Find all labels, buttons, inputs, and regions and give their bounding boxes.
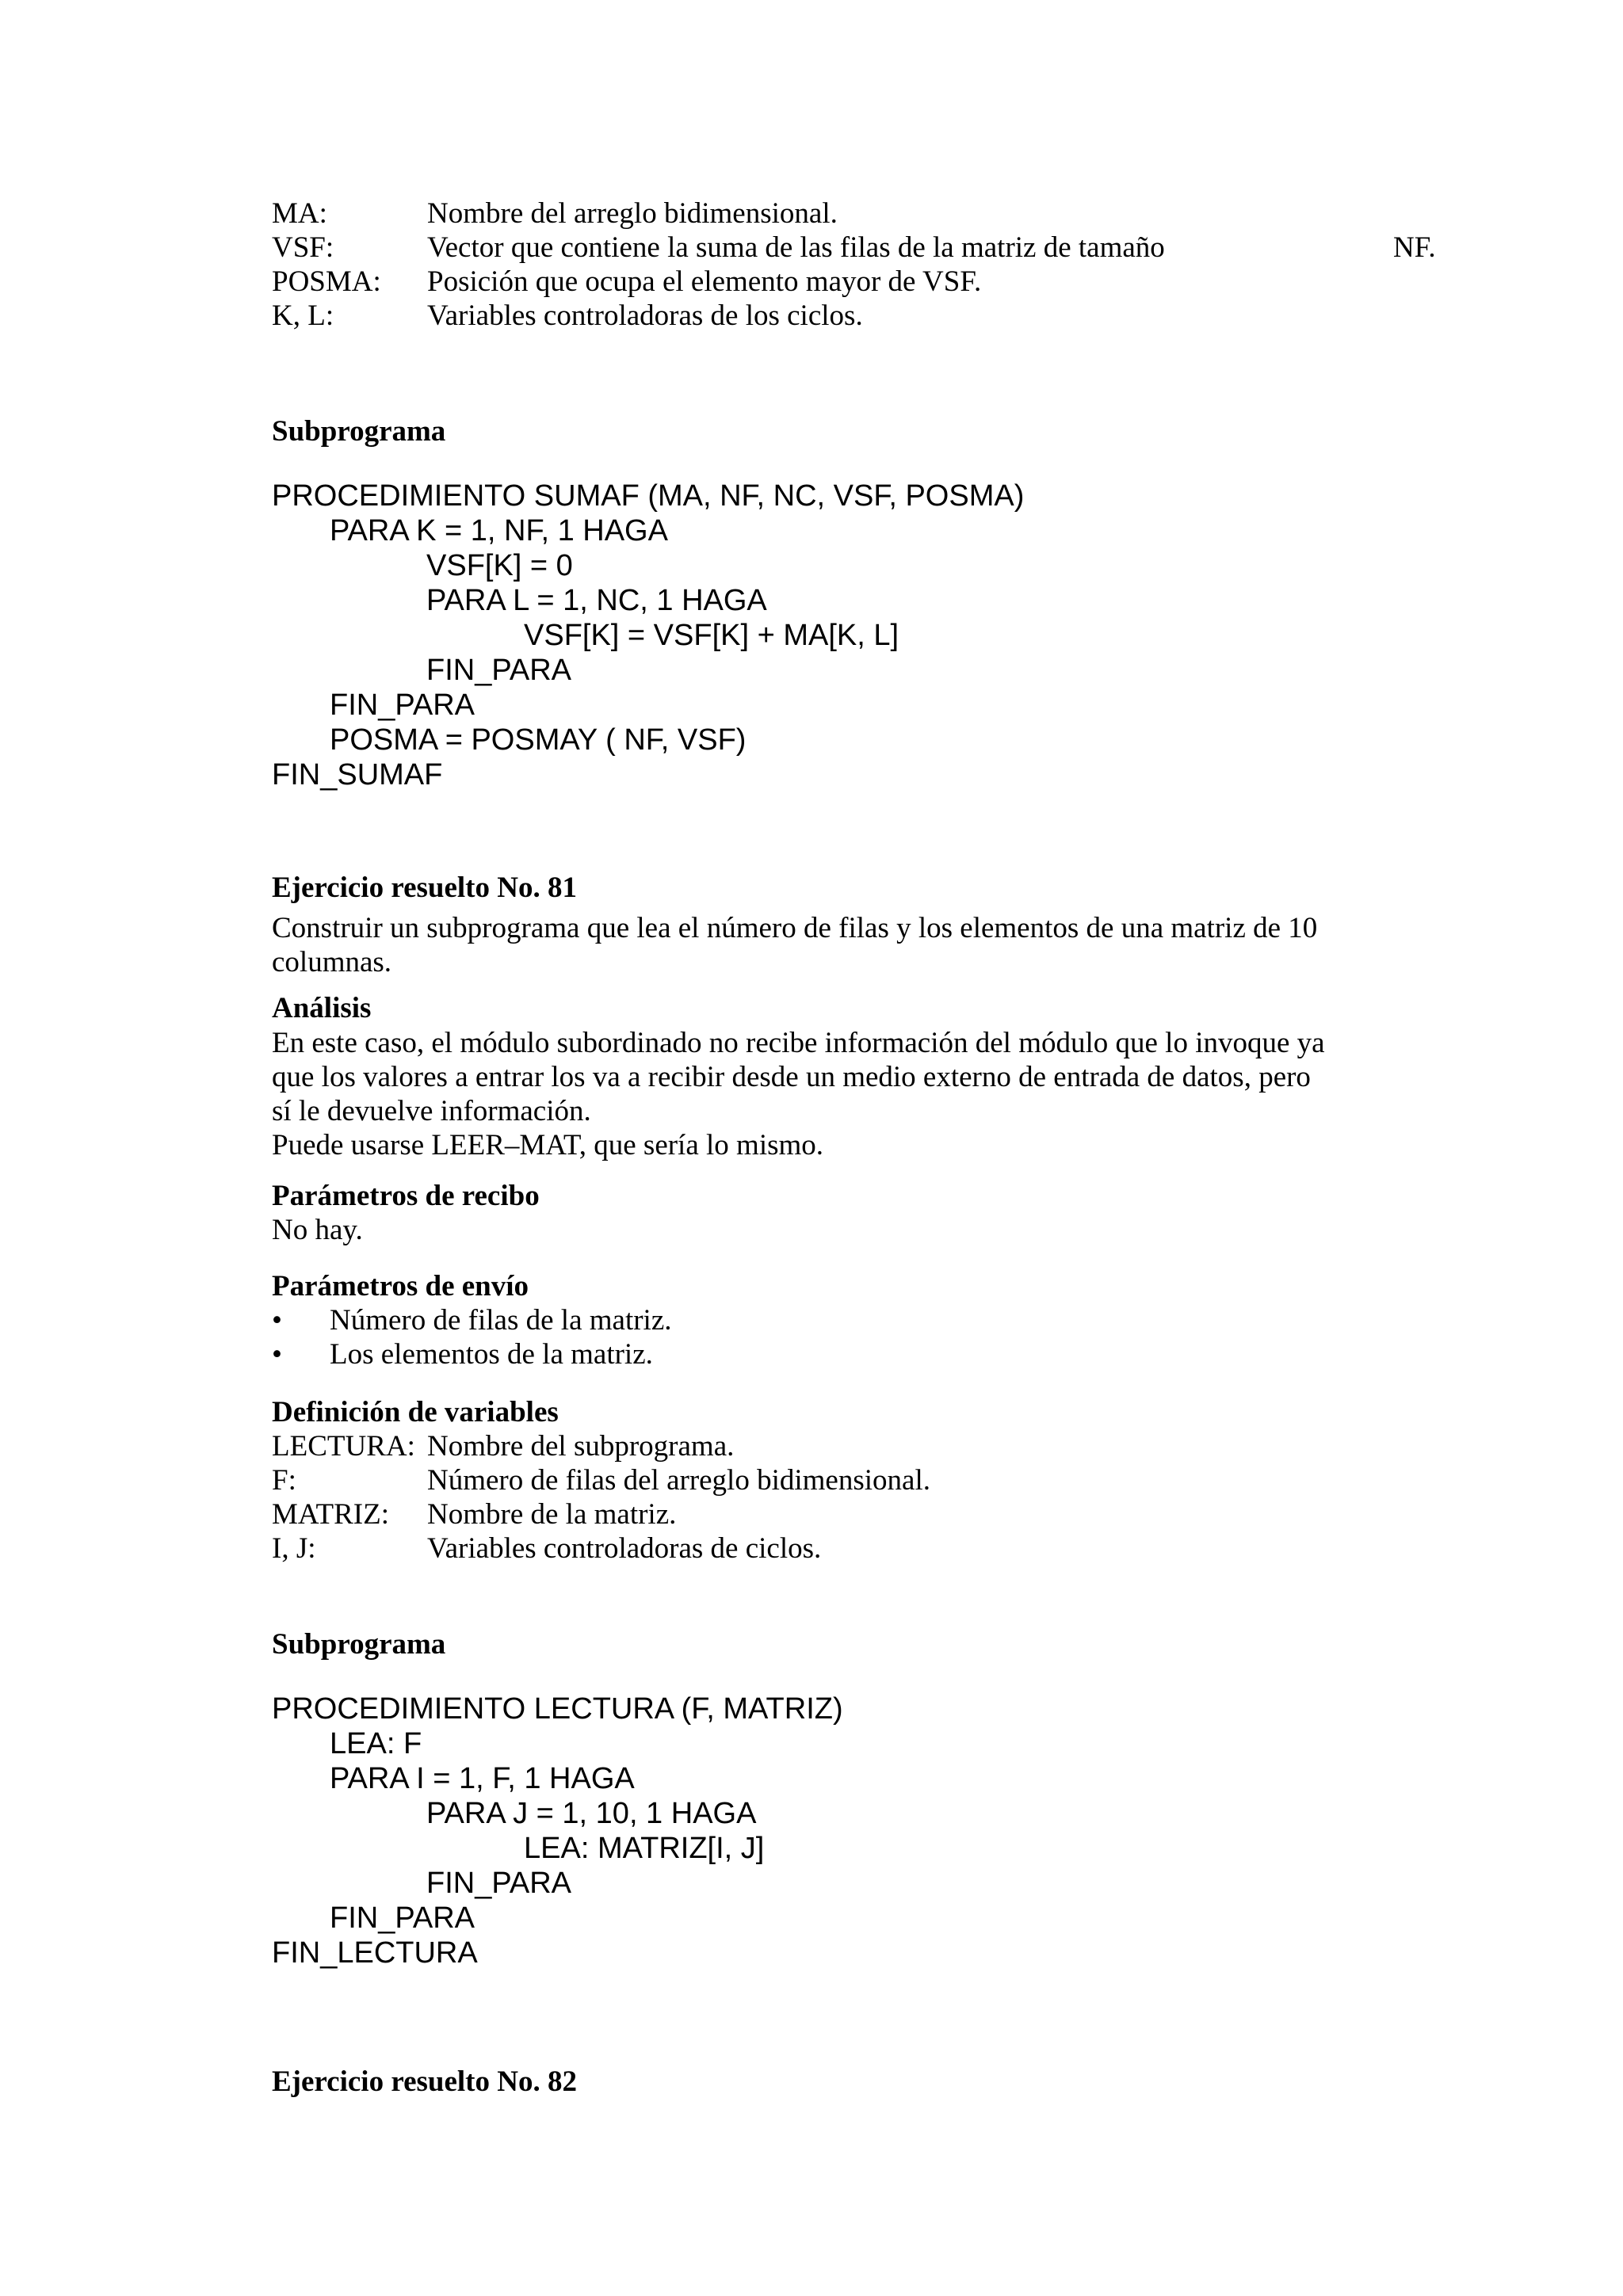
definition-row	[272, 231, 1445, 265]
definition-description: Nombre del arreglo bidimensional.	[427, 197, 838, 230]
definition-description-tail: NF.	[1393, 231, 1436, 264]
definition-term: F:	[272, 1464, 296, 1497]
code-line: PARA J = 1, 10, 1 HAGA	[426, 1797, 757, 1830]
code-line: FIN_PARA	[426, 1867, 572, 1900]
code-line: FIN_PARA	[330, 1901, 475, 1935]
definition-term: LECTURA:	[272, 1430, 415, 1463]
analysis-line: sí le devuelve información.	[272, 1095, 591, 1127]
definition-term: POSMA:	[272, 265, 381, 298]
definition-description: Variables controladoras de ciclos.	[427, 1532, 822, 1565]
definition-term: K, L:	[272, 299, 334, 332]
code-line: VSF[K] = 0	[426, 549, 573, 582]
exercise-heading: Ejercicio resuelto No. 81	[272, 871, 577, 904]
definition-term: VSF:	[272, 231, 334, 264]
exercise-statement-line: Construir un subprograma que lea el número de filas y los elementos de una matriz de 10	[272, 912, 1318, 944]
bullet-icon: •	[272, 1338, 282, 1371]
params-recibo-heading: Parámetros de recibo	[272, 1180, 540, 1212]
section-heading: Subprograma	[272, 1628, 446, 1661]
definition-description: Número de filas del arreglo bidimensional.	[427, 1464, 930, 1497]
definition-description: Nombre del subprograma.	[427, 1430, 735, 1463]
definition-term: I, J:	[272, 1532, 316, 1565]
code-line: FIN_PARA	[426, 654, 572, 687]
code-line: FIN_SUMAF	[272, 758, 443, 791]
section-heading: Subprograma	[272, 415, 446, 448]
analysis-heading: Análisis	[272, 992, 372, 1024]
code-line: PARA L = 1, NC, 1 HAGA	[426, 584, 767, 617]
code-line: LEA: F	[330, 1727, 422, 1760]
bullet-icon: •	[272, 1304, 282, 1337]
analysis-line: En este caso, el módulo subordinado no recibe información del módulo que lo invoque ya	[272, 1027, 1325, 1059]
list-item-text: Los elementos de la matriz.	[330, 1338, 653, 1371]
code-line: PROCEDIMIENTO SUMAF (MA, NF, NC, VSF, POSMA)	[272, 479, 1025, 513]
variables-heading: Definición de variables	[272, 1396, 559, 1428]
analysis-line: que los valores a entrar los va a recibir desde un medio externo de entrada de datos, pero	[272, 1061, 1311, 1093]
code-line: VSF[K] = VSF[K] + MA[K, L]	[524, 619, 899, 652]
list-item-text: Número de filas de la matriz.	[330, 1304, 672, 1337]
params-envio-heading: Parámetros de envío	[272, 1270, 529, 1302]
definition-description: Posición que ocupa el elemento mayor de VSF.	[427, 265, 982, 298]
exercise-heading: Ejercicio resuelto No. 82	[272, 2065, 577, 2098]
params-recibo-text: No hay.	[272, 1214, 363, 1246]
code-line: LEA: MATRIZ[I, J]	[524, 1832, 765, 1865]
definition-description: Nombre de la matriz.	[427, 1498, 677, 1531]
code-line: POSMA = POSMAY ( NF, VSF)	[330, 723, 747, 757]
code-line: FIN_PARA	[330, 688, 475, 722]
exercise-statement-line: columnas.	[272, 946, 392, 978]
code-line: PARA I = 1, F, 1 HAGA	[330, 1762, 635, 1795]
definition-term: MATRIZ:	[272, 1498, 389, 1531]
definition-description: Variables controladoras de los ciclos.	[427, 299, 863, 332]
code-line: PARA K = 1, NF, 1 HAGA	[330, 514, 668, 547]
definition-description: Vector que contiene la suma de las filas de la matriz de tamaño	[427, 231, 1165, 264]
definition-term: MA:	[272, 197, 327, 230]
analysis-line: Puede usarse LEER–MAT, que sería lo mismo.	[272, 1129, 824, 1161]
code-line: FIN_LECTURA	[272, 1936, 478, 1970]
code-line: PROCEDIMIENTO LECTURA (F, MATRIZ)	[272, 1692, 843, 1726]
